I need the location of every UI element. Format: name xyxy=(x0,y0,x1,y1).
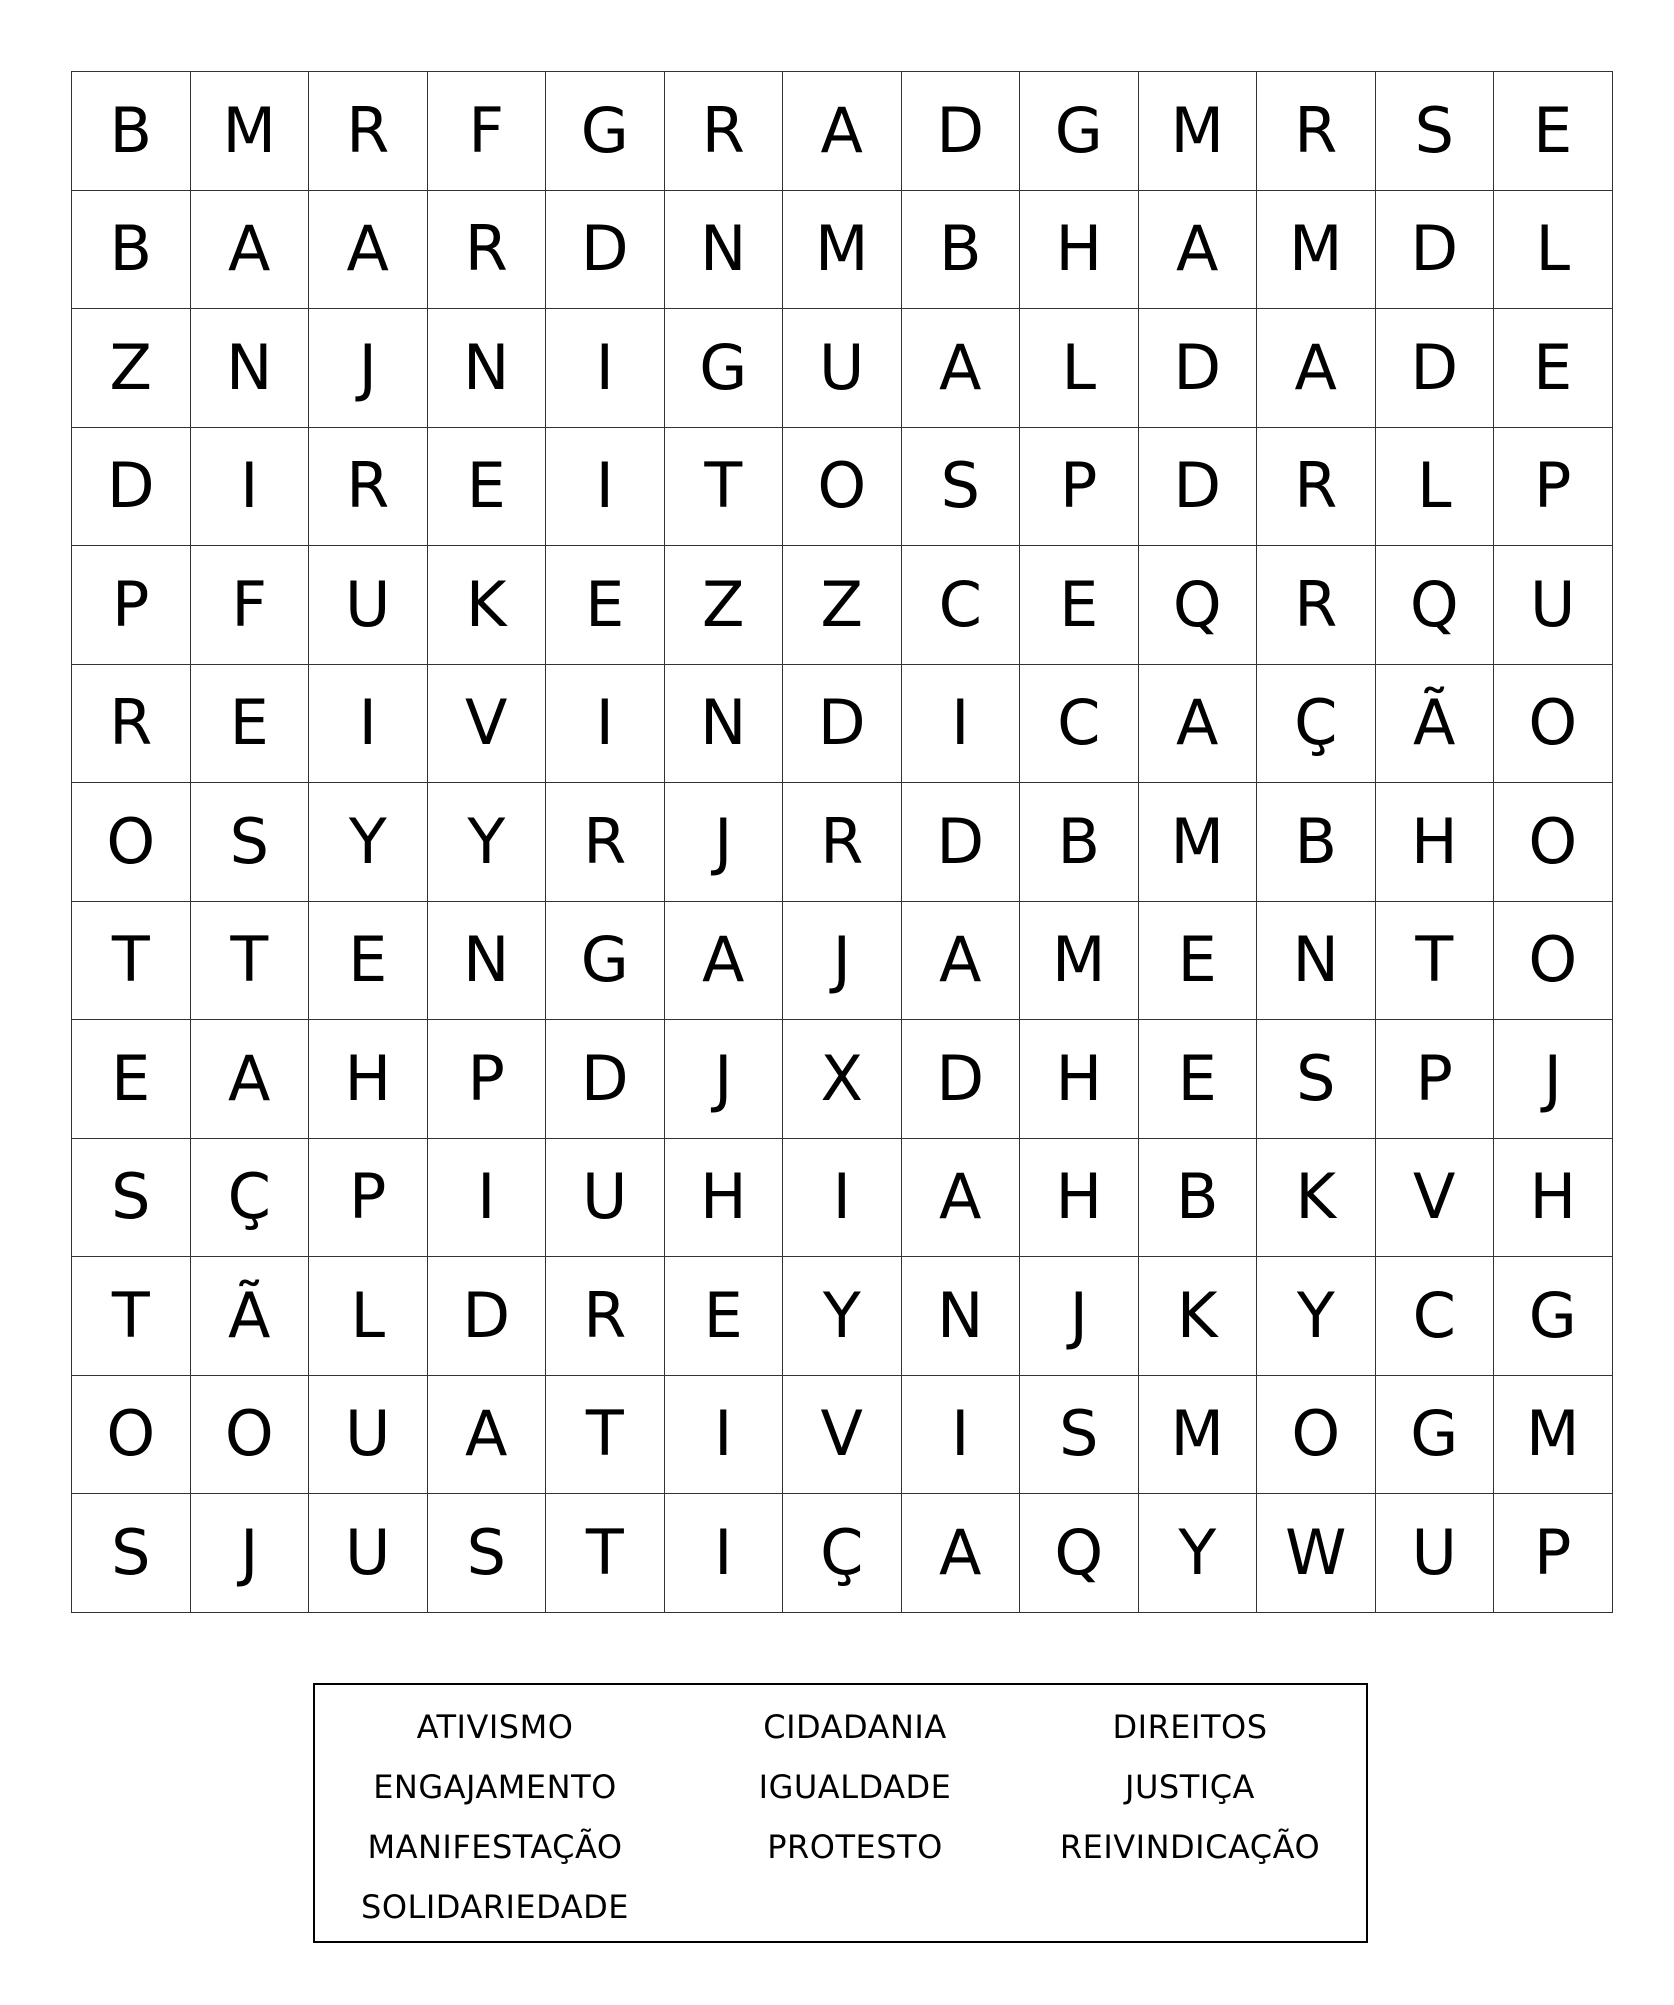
grid-cell[interactable]: P xyxy=(1494,428,1613,547)
grid-cell[interactable]: Z xyxy=(783,546,902,665)
grid-cell[interactable]: T xyxy=(546,1494,665,1613)
grid-cell[interactable]: K xyxy=(1257,1139,1376,1258)
grid-cell[interactable]: D xyxy=(1139,309,1258,428)
grid-cell[interactable]: A xyxy=(902,902,1021,1021)
grid-cell[interactable]: R xyxy=(72,665,191,784)
grid-cell[interactable]: U xyxy=(309,1376,428,1495)
grid-cell[interactable]: E xyxy=(191,665,310,784)
grid-cell[interactable]: T xyxy=(72,902,191,1021)
grid-cell[interactable]: A xyxy=(783,72,902,191)
grid-cell[interactable]: O xyxy=(1494,902,1613,1021)
grid-cell[interactable]: B xyxy=(1257,783,1376,902)
grid-cell[interactable]: O xyxy=(1257,1376,1376,1495)
word-item: MANIFESTAÇÃO xyxy=(367,1828,623,1866)
grid-cell[interactable]: I xyxy=(428,1139,547,1258)
grid-cell[interactable]: A xyxy=(902,309,1021,428)
grid-cell[interactable]: Y xyxy=(309,783,428,902)
grid-cell[interactable]: M xyxy=(1139,783,1258,902)
grid-cell[interactable]: U xyxy=(309,546,428,665)
grid-cell[interactable]: B xyxy=(72,191,191,310)
grid-cell[interactable]: H xyxy=(1020,1139,1139,1258)
word-item: PROTESTO xyxy=(767,1828,943,1866)
grid-cell[interactable]: E xyxy=(1494,309,1613,428)
grid-cell[interactable]: R xyxy=(1257,72,1376,191)
grid-cell[interactable]: A xyxy=(665,902,784,1021)
grid-cell[interactable]: U xyxy=(1376,1494,1495,1613)
grid-cell[interactable]: H xyxy=(1376,783,1495,902)
grid-cell[interactable]: I xyxy=(546,665,665,784)
grid-cell[interactable]: D xyxy=(902,1020,1021,1139)
grid-cell[interactable]: D xyxy=(1139,428,1258,547)
grid-cell[interactable]: E xyxy=(72,1020,191,1139)
grid-cell[interactable]: D xyxy=(902,72,1021,191)
grid-cell[interactable]: D xyxy=(902,783,1021,902)
word-item: ATIVISMO xyxy=(416,1708,574,1746)
grid-cell[interactable]: N xyxy=(1257,902,1376,1021)
grid-cell[interactable]: Ã xyxy=(191,1257,310,1376)
grid-cell[interactable]: A xyxy=(309,191,428,310)
grid-cell[interactable]: R xyxy=(546,1257,665,1376)
grid-cell[interactable]: E xyxy=(1020,546,1139,665)
grid-cell[interactable]: F xyxy=(191,546,310,665)
grid-cell[interactable]: R xyxy=(546,783,665,902)
grid-cell[interactable]: T xyxy=(665,428,784,547)
grid-cell[interactable]: N xyxy=(428,309,547,428)
grid-cell[interactable]: Q xyxy=(1020,1494,1139,1613)
grid-cell[interactable]: A xyxy=(902,1139,1021,1258)
grid-cell[interactable]: J xyxy=(783,902,902,1021)
grid-cell[interactable]: E xyxy=(428,428,547,547)
grid-cell[interactable]: I xyxy=(902,665,1021,784)
grid-cell[interactable]: O xyxy=(191,1376,310,1495)
grid-cell[interactable]: D xyxy=(72,428,191,547)
grid-cell[interactable]: U xyxy=(783,309,902,428)
grid-cell[interactable]: U xyxy=(546,1139,665,1258)
grid-cell[interactable]: M xyxy=(191,72,310,191)
grid-cell[interactable]: U xyxy=(1494,546,1613,665)
grid-cell[interactable]: H xyxy=(1494,1139,1613,1258)
grid-cell[interactable]: A xyxy=(191,1020,310,1139)
grid-cell[interactable]: M xyxy=(1020,902,1139,1021)
grid-cell[interactable]: Q xyxy=(1376,546,1495,665)
grid-cell[interactable]: Y xyxy=(1257,1257,1376,1376)
word-list-column xyxy=(1030,1707,1350,1887)
grid-cell[interactable]: A xyxy=(1139,191,1258,310)
grid-cell[interactable]: S xyxy=(1376,72,1495,191)
grid-cell[interactable]: F xyxy=(428,72,547,191)
word-list-column xyxy=(695,1707,1015,1887)
grid-cell[interactable]: Ç xyxy=(783,1494,902,1613)
grid-cell[interactable]: G xyxy=(546,72,665,191)
grid-cell[interactable]: R xyxy=(309,72,428,191)
grid-cell[interactable]: R xyxy=(309,428,428,547)
grid-cell[interactable]: O xyxy=(1494,783,1613,902)
grid-cell[interactable]: I xyxy=(191,428,310,547)
grid-cell[interactable]: R xyxy=(665,72,784,191)
grid-cell[interactable]: W xyxy=(1257,1494,1376,1613)
grid-cell[interactable]: L xyxy=(1020,309,1139,428)
grid-cell[interactable]: N xyxy=(428,902,547,1021)
grid-cell[interactable]: B xyxy=(72,72,191,191)
grid-cell[interactable]: O xyxy=(783,428,902,547)
grid-cell[interactable]: H xyxy=(665,1139,784,1258)
grid-cell[interactable]: M xyxy=(783,191,902,310)
grid-cell[interactable]: J xyxy=(309,309,428,428)
grid-cell[interactable]: D xyxy=(1376,309,1495,428)
grid-cell[interactable]: M xyxy=(1494,1376,1613,1495)
grid-cell[interactable]: I xyxy=(665,1376,784,1495)
grid-cell[interactable]: G xyxy=(546,902,665,1021)
grid-cell[interactable]: Y xyxy=(1139,1494,1258,1613)
grid-cell[interactable]: S xyxy=(1257,1020,1376,1139)
grid-cell[interactable]: D xyxy=(1376,191,1495,310)
word-item: JUSTIÇA xyxy=(1125,1768,1255,1806)
grid-cell[interactable]: T xyxy=(72,1257,191,1376)
grid-cell[interactable]: U xyxy=(309,1494,428,1613)
grid-cell[interactable]: M xyxy=(1257,191,1376,310)
grid-cell[interactable]: Ã xyxy=(1376,665,1495,784)
grid-cell[interactable]: B xyxy=(1139,1139,1258,1258)
word-item: IGUALDADE xyxy=(758,1768,952,1806)
grid-cell[interactable]: R xyxy=(1257,546,1376,665)
grid-cell[interactable]: Z xyxy=(665,546,784,665)
grid-cell[interactable]: L xyxy=(1376,428,1495,547)
grid-cell[interactable]: P xyxy=(1494,1494,1613,1613)
grid-cell[interactable]: Ç xyxy=(1257,665,1376,784)
grid-cell[interactable]: E xyxy=(1494,72,1613,191)
word-list-box xyxy=(313,1683,1368,1943)
grid-cell[interactable]: P xyxy=(1020,428,1139,547)
grid-cell[interactable]: T xyxy=(546,1376,665,1495)
grid-cell[interactable]: A xyxy=(1257,309,1376,428)
grid-cell[interactable]: K xyxy=(428,546,547,665)
word-list-column xyxy=(335,1707,655,1947)
grid-cell[interactable]: P xyxy=(72,546,191,665)
grid-cell[interactable]: L xyxy=(1494,191,1613,310)
grid-cell[interactable]: Y xyxy=(783,1257,902,1376)
grid-cell[interactable]: A xyxy=(428,1376,547,1495)
grid-cell[interactable]: P xyxy=(1376,1020,1495,1139)
word-item: ENGAJAMENTO xyxy=(373,1768,617,1806)
grid-cell[interactable]: T xyxy=(1376,902,1495,1021)
grid-cell[interactable]: M xyxy=(1139,1376,1258,1495)
grid-cell[interactable]: R xyxy=(428,191,547,310)
grid-cell[interactable]: E xyxy=(309,902,428,1021)
grid-cell[interactable]: N xyxy=(902,1257,1021,1376)
grid-cell[interactable]: C xyxy=(1376,1257,1495,1376)
grid-cell[interactable]: N xyxy=(665,665,784,784)
grid-cell[interactable]: B xyxy=(1020,783,1139,902)
grid-cell[interactable]: V xyxy=(1376,1139,1495,1258)
grid-cell[interactable]: E xyxy=(546,546,665,665)
grid-cell[interactable]: Z xyxy=(72,309,191,428)
grid-cell[interactable]: O xyxy=(1494,665,1613,784)
grid-cell[interactable]: S xyxy=(902,428,1021,547)
grid-cell[interactable]: L xyxy=(309,1257,428,1376)
grid-cell[interactable]: D xyxy=(546,1020,665,1139)
grid-cell[interactable]: I xyxy=(902,1376,1021,1495)
grid-cell[interactable]: A xyxy=(191,191,310,310)
grid-cell[interactable]: E xyxy=(665,1257,784,1376)
letter-grid xyxy=(71,71,1613,1613)
grid-cell[interactable]: I xyxy=(309,665,428,784)
grid-cell[interactable]: J xyxy=(1494,1020,1613,1139)
grid-cell[interactable]: B xyxy=(902,191,1021,310)
grid-cell[interactable]: S xyxy=(72,1139,191,1258)
grid-cell[interactable]: S xyxy=(428,1494,547,1613)
grid-cell[interactable]: H xyxy=(309,1020,428,1139)
word-item: CIDADANIA xyxy=(763,1708,947,1746)
grid-cell[interactable]: E xyxy=(1139,1020,1258,1139)
grid-cell[interactable]: H xyxy=(1020,1020,1139,1139)
grid-cell[interactable]: V xyxy=(783,1376,902,1495)
grid-cell[interactable]: D xyxy=(428,1257,547,1376)
grid-cell[interactable]: G xyxy=(1494,1257,1613,1376)
grid-cell[interactable]: O xyxy=(72,783,191,902)
grid-cell[interactable]: M xyxy=(1139,72,1258,191)
grid-cell[interactable]: Ç xyxy=(191,1139,310,1258)
grid-cell[interactable]: J xyxy=(665,783,784,902)
grid-cell[interactable]: X xyxy=(783,1020,902,1139)
grid-cell[interactable]: E xyxy=(1139,902,1258,1021)
grid-cell[interactable]: P xyxy=(309,1139,428,1258)
grid-cell[interactable]: J xyxy=(665,1020,784,1139)
word-item: DIREITOS xyxy=(1112,1708,1268,1746)
grid-cell[interactable]: P xyxy=(428,1020,547,1139)
grid-cell[interactable]: D xyxy=(546,191,665,310)
grid-cell[interactable]: R xyxy=(783,783,902,902)
grid-cell[interactable]: G xyxy=(665,309,784,428)
grid-cell[interactable]: H xyxy=(1020,191,1139,310)
word-item: SOLIDARIEDADE xyxy=(361,1888,629,1926)
grid-cell[interactable]: T xyxy=(191,902,310,1021)
grid-cell[interactable]: J xyxy=(191,1494,310,1613)
grid-cell[interactable]: J xyxy=(1020,1257,1139,1376)
grid-cell[interactable]: I xyxy=(546,428,665,547)
grid-cell[interactable]: S xyxy=(1020,1376,1139,1495)
grid-cell[interactable]: S xyxy=(72,1494,191,1613)
grid-cell[interactable]: V xyxy=(428,665,547,784)
grid-cell[interactable]: G xyxy=(1376,1376,1495,1495)
grid-cell[interactable]: Y xyxy=(428,783,547,902)
grid-cell[interactable]: N xyxy=(665,191,784,310)
grid-cell[interactable]: I xyxy=(665,1494,784,1613)
word-item: REIVINDICAÇÃO xyxy=(1059,1828,1321,1866)
grid-cell[interactable]: A xyxy=(902,1494,1021,1613)
grid-cell[interactable]: C xyxy=(902,546,1021,665)
grid-cell[interactable]: D xyxy=(783,665,902,784)
grid-cell[interactable]: K xyxy=(1139,1257,1258,1376)
grid-cell[interactable]: I xyxy=(546,309,665,428)
grid-cell[interactable]: G xyxy=(1020,72,1139,191)
grid-cell[interactable]: I xyxy=(783,1139,902,1258)
grid-cell[interactable]: O xyxy=(72,1376,191,1495)
grid-cell[interactable]: Q xyxy=(1139,546,1258,665)
grid-cell[interactable]: A xyxy=(1139,665,1258,784)
grid-cell[interactable]: R xyxy=(1257,428,1376,547)
grid-cell[interactable]: S xyxy=(191,783,310,902)
grid-cell[interactable]: C xyxy=(1020,665,1139,784)
grid-cell[interactable]: N xyxy=(191,309,310,428)
